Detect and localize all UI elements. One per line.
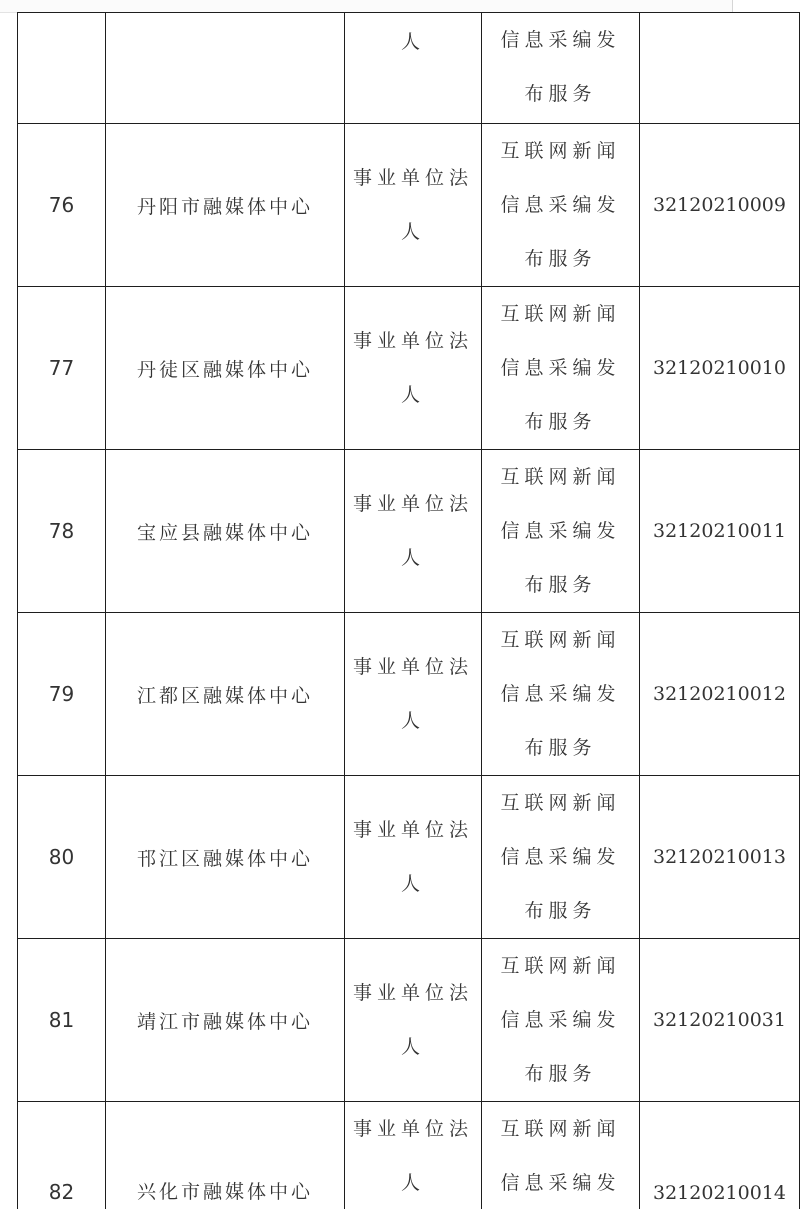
cell-type (345, 1102, 482, 1209)
license-code: 32120210012 (640, 613, 800, 776)
cell-service (482, 287, 640, 450)
service-item: 互联网新闻信息采编发布服务 (500, 629, 621, 759)
org-name: 丹阳市融媒体中心 (106, 124, 345, 287)
table-row (18, 939, 800, 1102)
row-number: 80 (18, 776, 106, 939)
cell-number (18, 13, 106, 124)
row-number: 76 (18, 124, 106, 287)
license-code: 32120210009 (640, 124, 800, 287)
org-type: 事业单位法人 (352, 656, 473, 732)
cell-type (345, 776, 482, 939)
service-item: 互联网新闻信息采编发布服务 (500, 140, 621, 270)
org-type: 事业单位法人 (352, 982, 473, 1058)
license-code: 32120210011 (640, 450, 800, 613)
org-name: 宝应县融媒体中心 (106, 450, 345, 613)
cell-service (482, 124, 640, 287)
table-row-partial-top (18, 13, 800, 124)
service-item: 互联网新闻信息采编发布服务 (500, 792, 621, 922)
org-name: 兴化市融媒体中心 (106, 1102, 345, 1209)
table-row (18, 450, 800, 613)
org-name: 丹徒区融媒体中心 (106, 287, 345, 450)
registry-table (17, 12, 800, 1209)
table-row (18, 124, 800, 287)
service-text: 信息采编发布服务 (500, 29, 621, 105)
service-item: 互联网新闻信息采编发布服务 (500, 955, 621, 1085)
row-number: 81 (18, 939, 106, 1102)
cell-service (482, 1102, 640, 1209)
cell-type (345, 124, 482, 287)
license-code: 32120210013 (640, 776, 800, 939)
cell-service (482, 13, 640, 124)
cell-type (345, 939, 482, 1102)
org-type: 事业单位法人 (352, 1118, 473, 1194)
service-item: 互联网新闻信息采编发布服务 (500, 466, 621, 596)
org-type: 事业单位法人 (352, 167, 473, 243)
cell-type (345, 613, 482, 776)
row-number: 79 (18, 613, 106, 776)
cell-type (345, 287, 482, 450)
cell-service (482, 450, 640, 613)
org-name: 邗江区融媒体中心 (106, 776, 345, 939)
org-type: 事业单位法人 (352, 819, 473, 895)
table-row-partial-bottom (18, 1102, 800, 1209)
type-text: 人 (400, 31, 425, 53)
license-code: 32120210031 (640, 939, 800, 1102)
table-row (18, 287, 800, 450)
table-row (18, 613, 800, 776)
row-number: 78 (18, 450, 106, 613)
cell-service (482, 939, 640, 1102)
cell-type (345, 13, 482, 124)
service-item: 互联网新闻信息采编发 (500, 1118, 621, 1194)
cell-name (106, 13, 345, 124)
org-name: 江都区融媒体中心 (106, 613, 345, 776)
org-type: 事业单位法人 (352, 330, 473, 406)
row-number: 82 (18, 1102, 106, 1209)
row-number: 77 (18, 287, 106, 450)
cell-type (345, 450, 482, 613)
org-type: 事业单位法人 (352, 493, 473, 569)
service-item: 互联网新闻信息采编发布服务 (500, 303, 621, 433)
cell-service (482, 613, 640, 776)
license-code: 32120210014 (640, 1102, 800, 1209)
org-name: 靖江市融媒体中心 (106, 939, 345, 1102)
cell-code (640, 13, 800, 124)
cell-service (482, 776, 640, 939)
table-row (18, 776, 800, 939)
license-code: 32120210010 (640, 287, 800, 450)
